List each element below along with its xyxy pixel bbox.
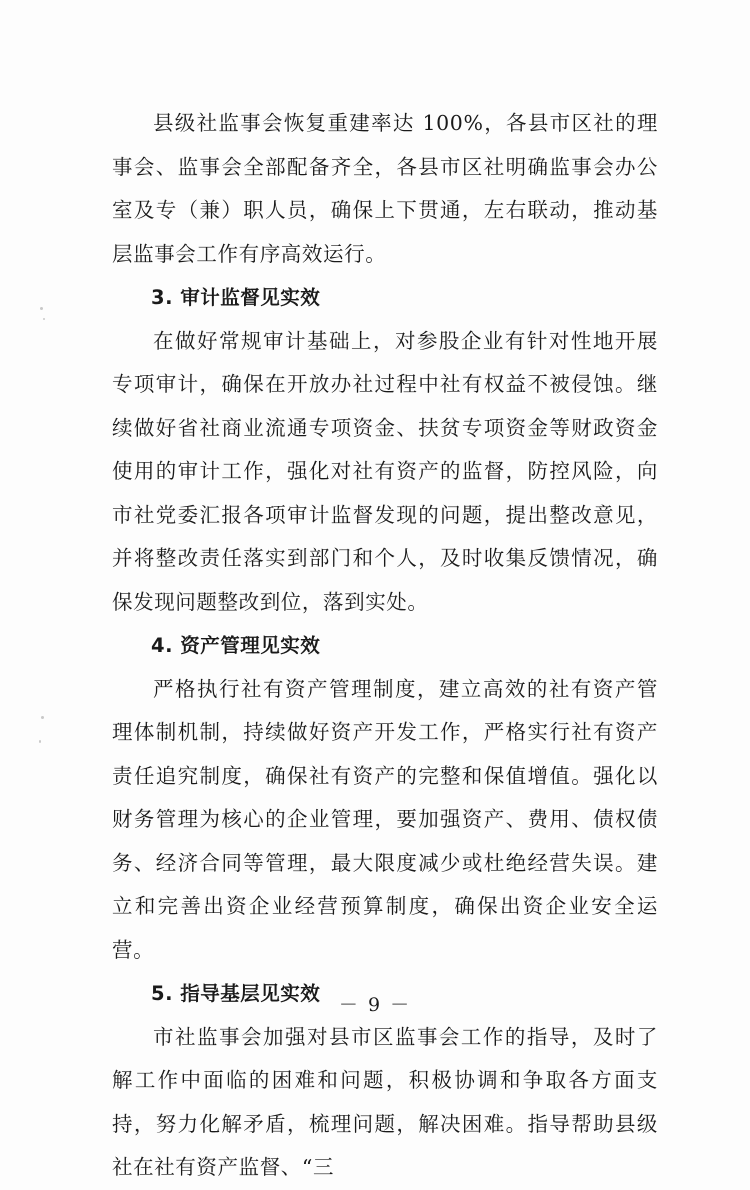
scan-speck [40, 307, 43, 310]
scan-speck [41, 716, 44, 719]
scan-speck [43, 318, 45, 320]
paragraph-1: 县级社监事会恢复重建率达 100%，各县市区社的理事会、监事会全部配备齐全，各县市区社明确监事会办公室及专（兼）职人员，确保上下贯通，左右联动，推动基层监事会工作有序高效运行。 [112, 111, 658, 266]
paragraph-3: 严格执行社有资产管理制度，建立高效的社有资产管理体制机制，持续做好资产开发工作，严格实行社有资产责任追究制度，确保社有资产的完整和保值增值。强化以财务管理为核心的企业管理，要加强资产、费用、债权债务、经济合同等管理，最大限度减少或杜绝经营失误。建立和完善出资企业经营预算制度，确保出资企业安全运营。 [112, 676, 658, 962]
section-heading-3: 3. 审计监督见实效 [151, 286, 321, 309]
paragraph-2: 在做好常规审计基础上，对参股企业有针对性地开展专项审计，确保在开放办社过程中社有权益不被侵蚀。继续做好省社商业流通专项资金、扶贫专项资金等财政资金使用的审计工作，强化对社有资产的监督，防控风险，向市社党委汇报各项审计监督发现的问题，提出整改意见，并将整改责任落实到部门和个人，及时收集反馈情况，确保发现问题整改到位，落到实处。 [112, 328, 658, 614]
document-body [112, 102, 658, 1190]
section-heading-5: 5. 指导基层见实效 [151, 982, 321, 1005]
paragraph-4: 市社监事会加强对县市区监事会工作的指导，及时了解工作中面临的困难和问题，积极协调和争取各方面支持，努力化解矛盾，梳理问题，解决困难。指导帮助县级社在社有资产监督、“三 [112, 1024, 658, 1179]
scan-speck [39, 740, 41, 743]
page-number: － 9 － [338, 994, 412, 1016]
section-heading-4: 4. 资产管理见实效 [151, 634, 321, 657]
